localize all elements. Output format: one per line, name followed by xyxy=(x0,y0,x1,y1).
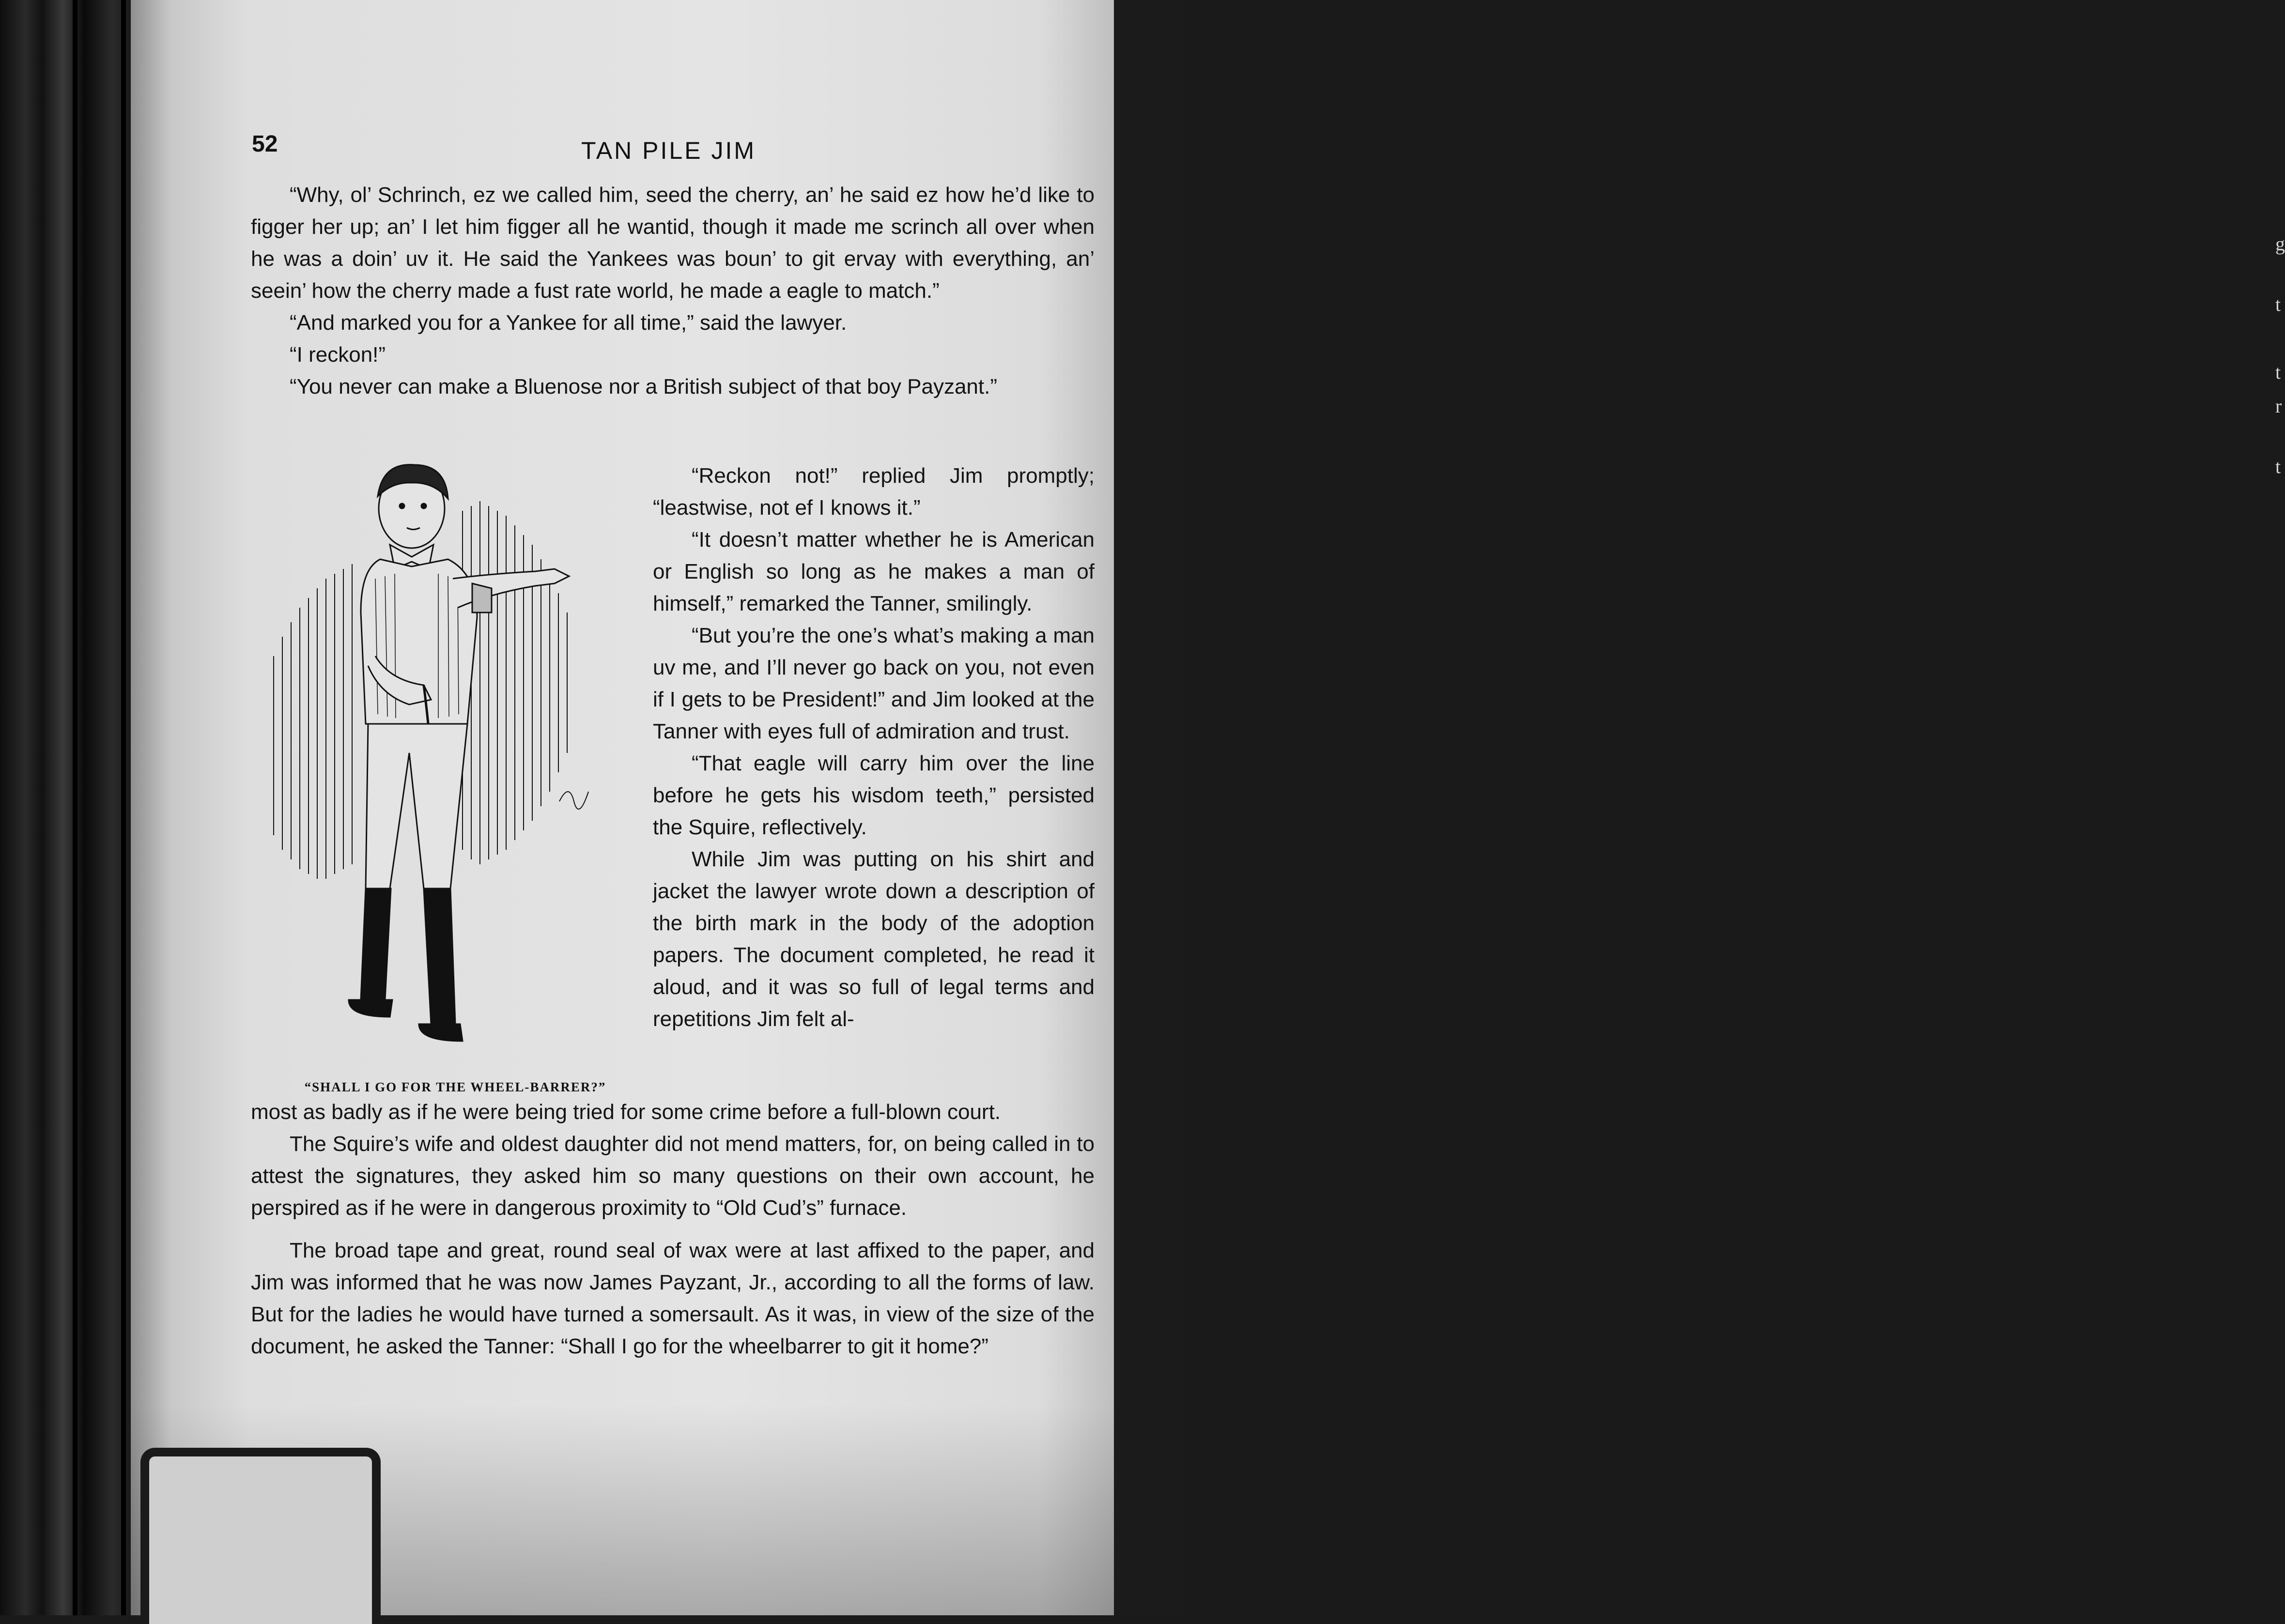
paragraph: The broad tape and great, round seal of wax were at last affixed to the paper, and Jim was informed that he was now James Payzant, Jr., according to all the forms of law. But for the ladies he would have turned a somersault. As it was, in view of the size of the document, he asked the Tanner: “Shall I go for the wheelbarrer to git it home?” xyxy=(251,1239,1095,1358)
edge-letter: t xyxy=(2275,293,2281,315)
boy-illustration xyxy=(264,453,637,1082)
scanner-clip xyxy=(140,1448,381,1624)
paragraph: “But you’re the one’s what’s making a man uv me, and I’ll never go back on you, not even if I gets to be President!” and Jim looked at the Tanner with eyes full of admiration and trust. xyxy=(653,624,1095,743)
binding-crease xyxy=(121,0,126,1615)
book-binding xyxy=(0,0,140,1615)
paragraph: “And marked you for a Yankee for all time,” said the lawyer. xyxy=(290,311,847,335)
paragraph: “You never can make a Bluenose nor a British subject of that boy Payzant.” xyxy=(290,375,997,398)
paragraph: “Why, ol’ Schrinch, ez we called him, seed the cherry, an’ he said ez how he’d like to figger her up; an’ I let him figger all he wantid, though it made me scrinch all over when he was a doin’ uv it. He said the Yankees was boun’ to git ervay with everything, an’ seein’ how the cherry made a fust rate world, he made a eagle to match.” xyxy=(251,183,1095,303)
paragraph: “It doesn’t matter whether he is American or English so long as he makes a man of himself,” remarked the Tanner, smilingly. xyxy=(653,528,1095,615)
edge-letter: t xyxy=(2275,456,2281,477)
paragraph: “That eagle will carry him over the line before he gets his wisdom teeth,” persisted the Squire, reflectively. xyxy=(653,751,1095,839)
text-block-bottom xyxy=(251,1096,1095,1363)
running-title: TAN PILE JIM xyxy=(581,137,757,164)
edge-letter: g xyxy=(2275,233,2285,255)
binding-crease xyxy=(73,0,77,1615)
edge-letter: r xyxy=(2275,395,2282,417)
illustration-caption: “SHALL I GO FOR THE WHEEL-BARRER?” xyxy=(304,1080,606,1094)
paragraph: “I reckon!” xyxy=(290,343,386,367)
edge-letter: t xyxy=(2275,361,2281,383)
adjacent-page-edge xyxy=(1114,0,2285,1615)
paragraph: “Reckon not!” replied Jim promptly; “leastwise, not ef I knows it.” xyxy=(653,464,1095,520)
paragraph: While Jim was putting on his shirt and jacket the lawyer wrote down a description of the birth mark in the body of the adoption papers. The document completed, he read it aloud, and it was so full of legal terms and repetitions Jim felt al- xyxy=(653,847,1095,1031)
text-block-right xyxy=(653,460,1095,1035)
page-header xyxy=(252,131,1095,165)
page-number: 52 xyxy=(252,131,278,157)
paragraph: The Squire’s wife and oldest daughter did not mend matters, for, on being called in to attest the signatures, they asked him so many questions on their own account, he perspired as if he were in dangerous proximity to “Old Cud’s” furnace. xyxy=(251,1132,1095,1220)
text-block-top xyxy=(251,179,1095,403)
paragraph: most as badly as if he were being tried for some crime before a full-blown court. xyxy=(251,1100,1001,1124)
